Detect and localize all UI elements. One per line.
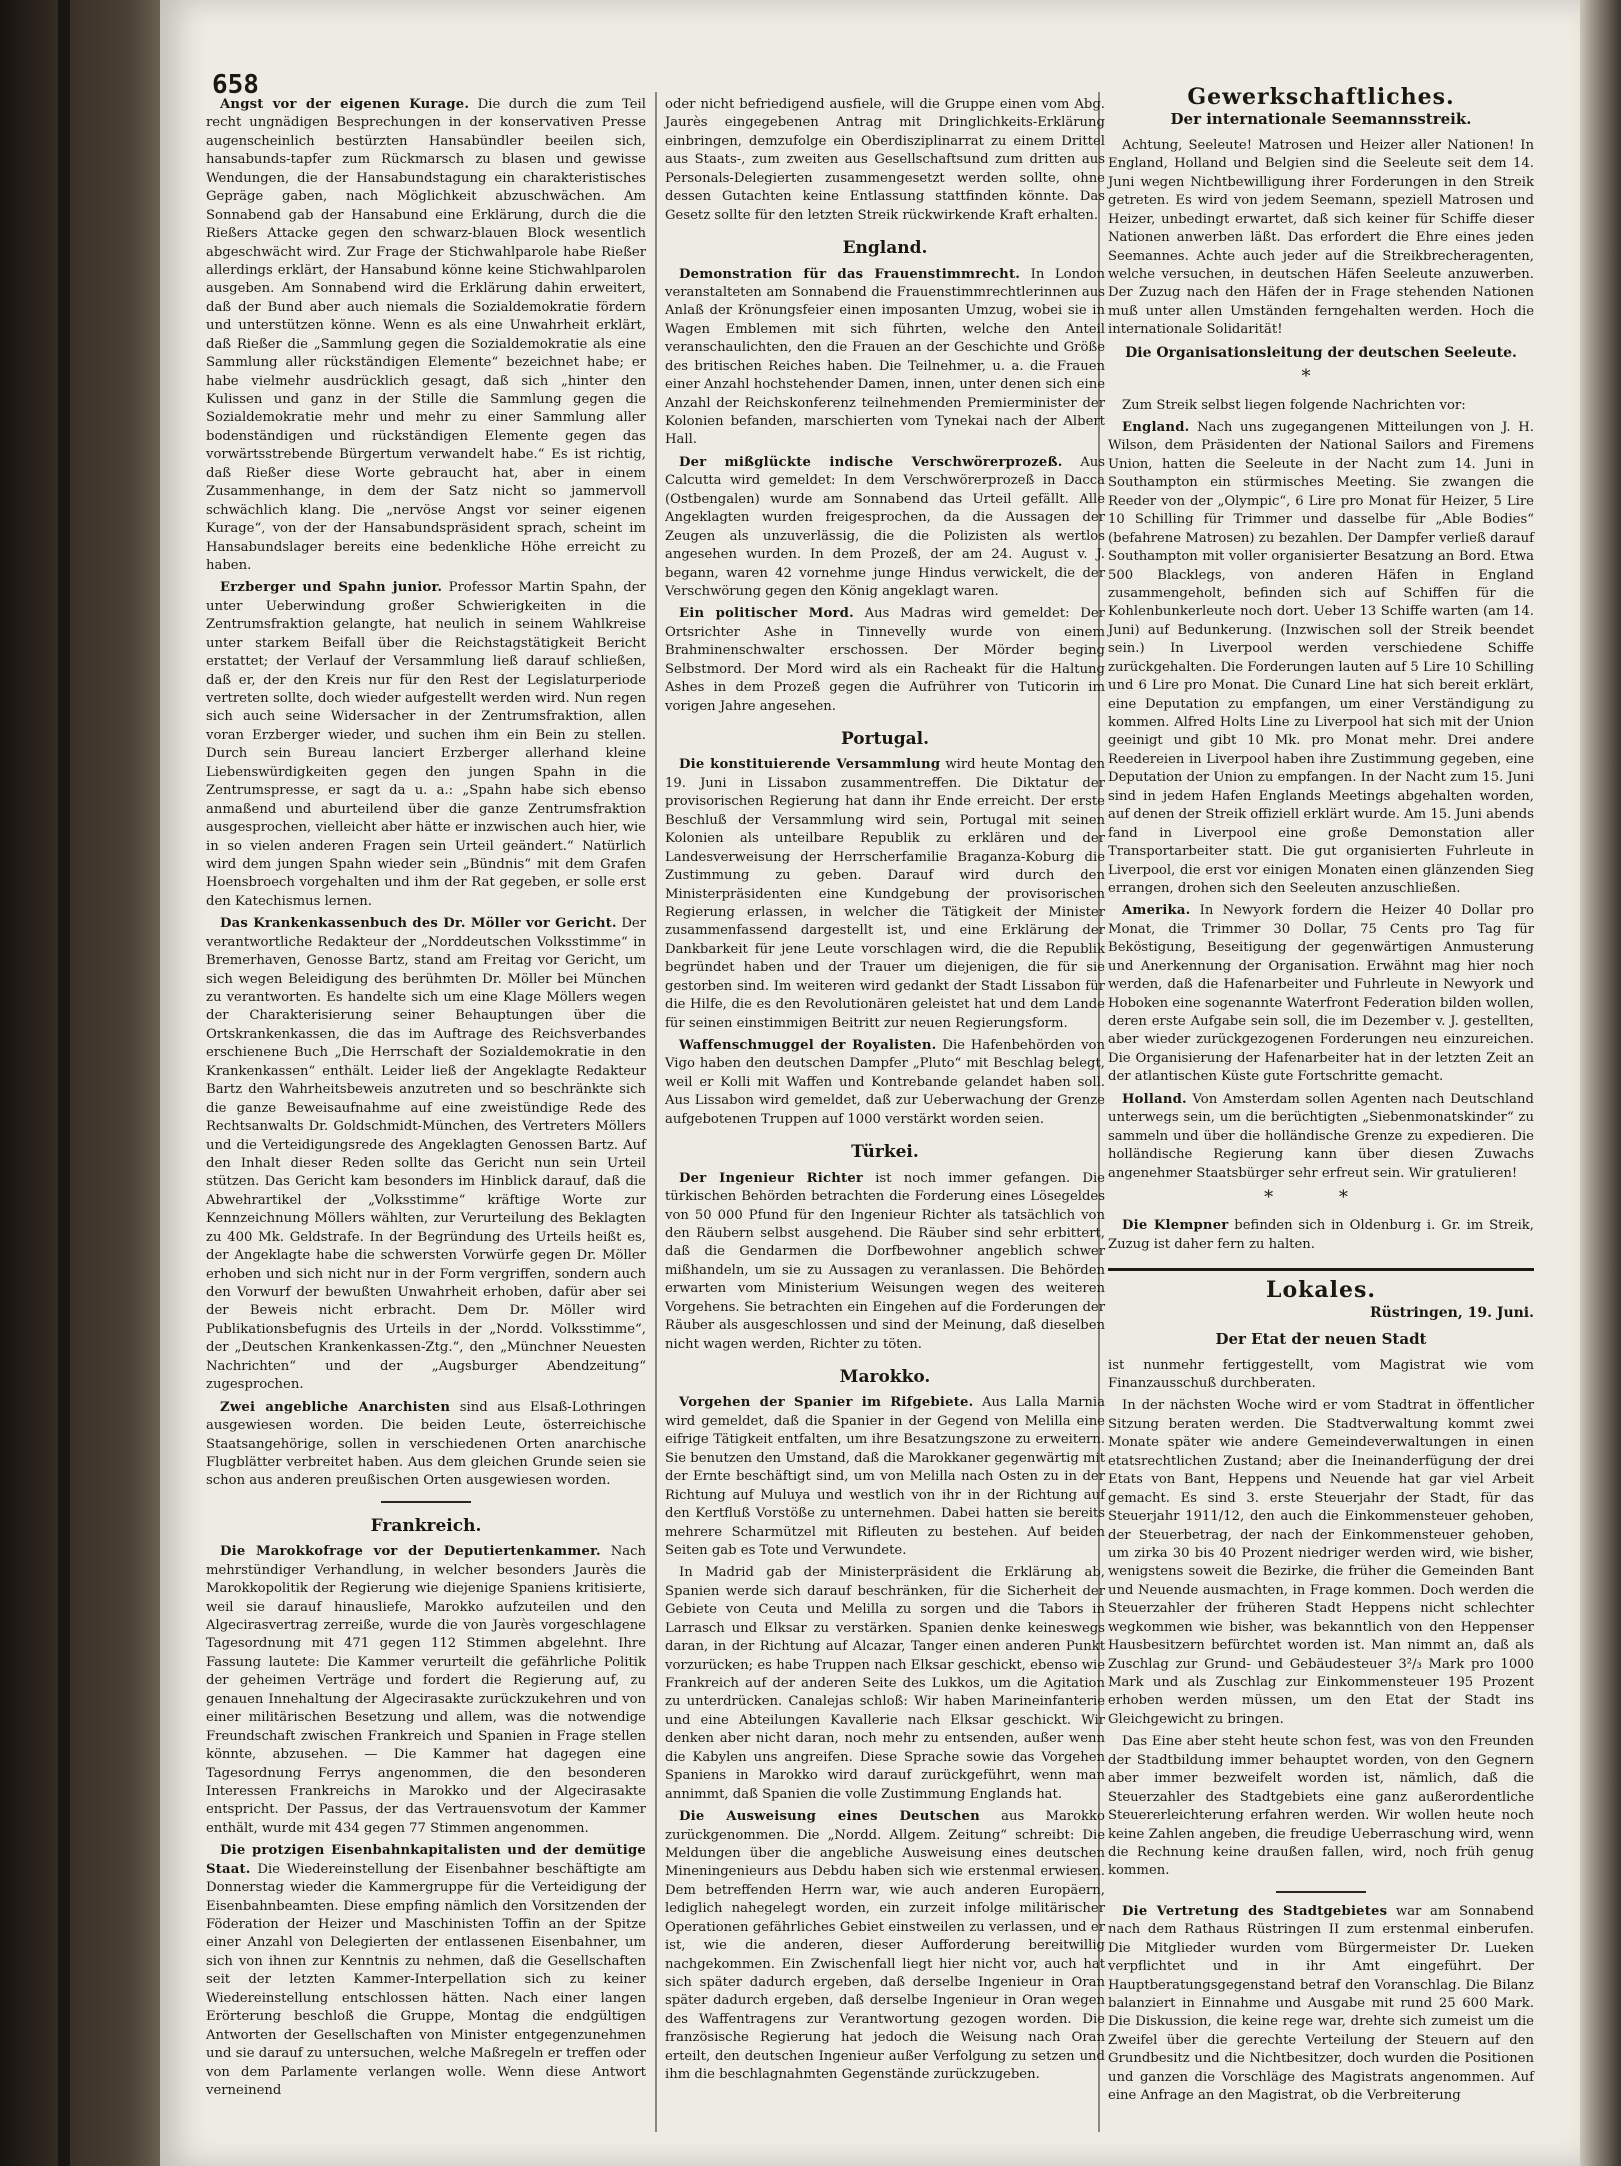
page-number: 658 bbox=[212, 70, 259, 100]
article-text: war am Sonnabend nach dem Rathaus Rüstringen II zum erstenmal einberufen. Die Mitglieder wurden vom Bürgermeister Dr. Lueken verpflichtet und in ihr Amt eingeführt. Der Hauptberatungsgegenstand betraf den Voranschlag. Die Bilanz balanziert in Einnahme und Ausgabe mit rund 25 600 Mark. Die Diskussion, die keine rege war, drehte sich zumeist um die Zweifel über die gerechte Verteilung der Steuern auf den Grundbesitz und die Nichtbesitzer, doch wurden die Positionen und ganzen die Vorschläge des Magistrats angenommen. Auf eine Anfrage an den Magistrat, ob die Verbreiterung bbox=[1108, 1903, 1534, 2104]
section-divider bbox=[381, 1501, 471, 1503]
article-spahn bbox=[206, 579, 646, 911]
separator-stars: * * bbox=[1264, 1186, 1378, 1208]
column-2 bbox=[665, 96, 1105, 2089]
section-heading-gewerkschaftliches: Gewerkschaftliches. bbox=[1187, 84, 1455, 110]
article-england bbox=[1108, 419, 1534, 898]
article-lead: Der mißglückte indische Verschwörerprozeß. bbox=[679, 454, 1063, 470]
page-edge bbox=[1580, 0, 1621, 2166]
article-text: sind aus Elsaß-Lothringen ausgewiesen worden. Die beiden Leute, österreichische Staatsangehörige, sollen in verschiedenen Orten anarchische Flugblätter verbreitet haben. Aus dem gleichen Grunde seien sie schon aus anderen preußischen Orten ausgewiesen worden. bbox=[206, 1399, 646, 1489]
article-lead: Die protzigen Eisenbahnkapitalisten und der demütige Staat. bbox=[206, 1843, 646, 1877]
article-text: Der verantwortliche Redakteur der „Norddeutschen Volksstimme“ in Bremerhaven, Genosse Bartz, stand am Freitag vor Gericht, um sich wegen Beleidigung des berühmten Dr. Möller bei München zu verantworten. Es handelte sich um eine Klage Möllers wegen der Charakterisierung seiner Behauptungen über die Ortskrankenkassen, die das im Auftrage des Reichsverbandes erschienene Buch „Die Herrschaft der Sozialdemokratie in den Krankenkassen“ enthält. Leider ließ der Angeklagte Redakteur Bartz den Wahrheitsbeweis anzutreten und so beschränkte sich die ganze Beweisaufnahme auf eine zweistündige Rede des Rechtsanwalts Dr. Goldschmidt-München, des Vertreters Möllers und die Verteidigungsrede des Angeklagten Genossen Bartz. Auf den Inhalt dieser Reden sollte das Gericht nun sein Urteil stützen. Das Gericht kam besonders im Hinblick darauf, daß die Abwehrartikel der „Volksstimme“ kräftige Worte zur Kennzeichnung Möllers wählten, zur Verurteilung des Beklagten zu 400 Mk. Geldstrafe. In der Begründung des Urteils heißt es, der Angeklagte habe die schwersten Vorwürfe gegen Dr. Möller erhoben und sich nicht nur in der Form vergriffen, sondern auch den Vorwurf der bewußten Unwahrheit erhoben, dafür aber sei der Beweis nicht erbracht. Dem Dr. Möller wird Publikationsbefugnis des Urteils in der „Nordd. Volksstimme“, der „Deutschen Krankenkassen-Ztg.“, den „Münchner Neuesten Nachrichten“ und der „Augsburger Abendzeitung“ zugesprochen. bbox=[206, 916, 646, 1393]
article-text: Professor Martin Spahn, der unter Ueberwindung großer Schwierigkeiten in die Zentrumsfraktion gelangte, hat neulich in seinem Wahlkreise unter starkem Beifall über die Reichstagstätigkeit Bericht erstattet; der Verlauf der Versammlung ließ darauf schließen, daß er, der den Kreis nur für den Rest der Legislaturperiode vertreten sollte, doch wieder aufgestellt werden wird. Nun regen sich auch seine Widersacher in der Zentrumsfraktion, allen voran Erzberger wieder, und suchen ihm ein Bein zu stellen. Durch sein Bureau lanciert Erzberger allerhand kleine Liebenswürdigkeiten gegen den jungen Spahn in die Zentrumspresse, er sagt da u. a.: „Spahn habe sich ebenso anmaßend und aburteilend über die ganze Zentrumsfraktion ausgesprochen, vielleicht aber hätte er inzwischen auch hier, wie in so vielen anderen Fragen sein Urteil geändert.“ Natürlich wird dem jungen Spahn wieder sein „Bündnis“ mit dem Grafen Hoensbroech vorgehalten und ihm der Rat gegeben, er solle erst den Katechismus lernen. bbox=[206, 580, 646, 909]
article-verschwoererprozess bbox=[665, 454, 1105, 602]
article-lead: Der Ingenieur Richter bbox=[679, 1170, 864, 1186]
article-vertretung bbox=[1108, 1903, 1534, 2106]
article-lead: Das Krankenkassenbuch des Dr. Möller vor Gericht. bbox=[220, 916, 617, 932]
article-versammlung bbox=[665, 756, 1105, 1033]
article-waffenschmuggel bbox=[665, 1037, 1105, 1129]
article-text: Die durch die zum Teil recht ungnädigen Besprechungen in der konservativen Presse augenscheinlich bestürzten Hansabündler beeilen sich, hansabunds-tapfer zum Rückmarsch zu blasen und gewisse Wendungen, die der Hansabundstagung ein charakteristisches Gepräge gaben, nach Möglichkeit abzuschwächen. Am Sonnabend gab der Hansabund eine Erklärung, durch die die Rießers Attacke gegen den schwarz-blauen Block wesentlich abgeschwächt wird. Zur Frage der Stichwahlparole habe Rießer allerdings erklärt, der Hansabund könne keine Stichwahlparolen ausgeben. Am Sonnabend wird die Erklärung dahin erweitert, daß der Bund aber auch niemals die Sozialdemokratie fördern und unterstützen könne. Wenn es als eine Unwahrheit erklärt, daß Rießer die „Sammlung gegen die Sozialdemokratie als eine Sammlung aller rückständigen Elemente“ bezeichnet habe; er habe vielmehr ausdrücklich gesagt, daß sich „hinter den Kulissen und ganz in der Stille die Sammlung gegen die Sozialdemokratie mehr und mehr zu einer Sammlung aller bodenständigen und rückständigen Elemente gegen das vorwärtsstrebende Bürgertum verwandelt habe.“ Es ist richtig, daß Rießer diese Worte gebraucht hat, aber in einem Zusammenhange, in dem der Satz nicht so jammervoll schwächlich klang. Die „nervöse Angst vor seiner eigenen Kurage“, von der der Hansabundspräsident sprach, scheint im Hansabundslager bereits eine bedenkliche Höhe erreicht zu haben. bbox=[206, 97, 646, 573]
article-klempner bbox=[1108, 1217, 1534, 1254]
article-ingenieur bbox=[665, 1170, 1105, 1354]
article-lead: Demonstration für das Frauenstimmrecht. bbox=[679, 266, 1021, 282]
article-lead: Die konstituierende Versammlung bbox=[679, 757, 941, 773]
section-heading-marokko: Marokko. bbox=[839, 1367, 931, 1387]
article-text: Aus Lalla Marnia wird gemeldet, daß die Spanier in der Gegend von Melilla eine eifrige Tätigkeit entfalten, um ihre Besatzungszone zu erweitern. Sie benutzen den Umstand, daß die Marokkaner gegenwärtig mit der Ernte beschäftigt sind, um von Melilla nach Osten zu in der Richtung auf Muluya und westlich von ihr in der Richtung auf den Kertfluß Vorstöße zu unternehmen. Dabei hatten sie bereits mehrere Scharmützel mit Rifleuten zu bestehen. Auf beiden Seiten gab es Tote und Verwundete. bbox=[665, 1395, 1105, 1558]
article-text: Die Wiedereinstellung der Eisenbahner beschäftigte am Donnerstag wieder die Kammergruppe für die Verteidigung der Eisenbahnbeamten. Diese empfing nämlich den Vorsitzenden der Föderation der Heizer und Maschinisten Toffin an der Spitze einer Anzahl von Delegierten der entlassenen Eisenbahner, um sich von ihnen zur Kenntnis zu nehmen, daß die Gesellschaften seit der letzten Kammer-Interpellation sich zu keiner Wiedereinstellung entschlossen hätten. Nach einer langen Erörterung beschloß die Gruppe, Montag die endgültigen Antworten der Gesellschaften von Minister entgegenzunehmen und sie darauf zu untersuchen, welche Maßregeln er treffen oder von dem Parlamente verlangen wolle. Wenn diese Antwort verneinend bbox=[206, 1861, 646, 2098]
article-etat-intro: ist nunmehr fertiggestellt, vom Magistrat wie vom Finanzausschuß durchberaten. bbox=[1108, 1357, 1534, 1391]
article-hansabund bbox=[206, 96, 646, 575]
article-rifgebiet bbox=[665, 1394, 1105, 1560]
subheading-etat: Der Etat der neuen Stadt bbox=[1215, 1330, 1427, 1349]
article-amerika bbox=[1108, 902, 1534, 1086]
article-aufruf: Achtung, Seeleute! Matrosen und Heizer aller Nationen! In England, Holland und Belgien sind die Seeleute seit dem 14. Juni wegen Nichtbewilligung ihrer Forderungen in den Streik getreten. Es wird von jedem Seemann, speziell Matrosen und Heizer, unbedingt erwartet, daß sich keiner für Schiffe dieser Nationen anwerben läßt. Das erfordert die Ehre eines jeden Seemannes. Achte auch jeder auf die Streikbrecheragenten, welche versuchen, in deutschen Häfen Seeleute anzuwerben. Der Zuzug nach den Häfen der in Frage stehenden Nationen muß unter allen Umständen ferngehalten werden. Hoch die internationale Solidarität! bbox=[1108, 137, 1534, 338]
article-moeller bbox=[206, 915, 646, 1394]
separator-stars: * bbox=[1301, 366, 1341, 388]
article-lead: Amerika. bbox=[1122, 903, 1191, 919]
column-rule-1 bbox=[655, 92, 657, 2132]
article-holland bbox=[1108, 1091, 1534, 1183]
article-text: In London veranstalteten am Sonnabend die Frauenstimmrechtlerinnen aus Anlaß der Krönungsfeier einen imposanten Umzug, wobei sie in Wagen Emblemen mit sich führten, welche den Anteil veranschaulichten, den die Frauen an der Geschichte und Größe des britischen Reiches haben. Die Teilnehmer, u. a. die Frauen einer Anzahl hochstehender Damen, innen, unter denen sich eine Anzahl der Reichskonferenz teilnehmenden Premierminister der Kolonien befanden, marschierten vom Tynekai nach der Albert Hall. bbox=[665, 266, 1105, 448]
binding-stripe bbox=[58, 0, 70, 2166]
article-lead: Die Marokkofrage vor der Deputiertenkammer. bbox=[220, 1544, 601, 1560]
article-lead: Angst vor der eigenen Kurage. bbox=[220, 97, 470, 112]
article-lead: Waffenschmuggel der Royalisten. bbox=[679, 1038, 937, 1053]
book-binding bbox=[0, 0, 160, 2166]
article-text: Nach uns zugegangenen Mitteilungen von J. H. Wilson, dem Präsidenten der National Sailors and Firemens Union, hatten die Seeleute in der Nacht zum 14. Juni in Southampton ein stürmisches Meeting. Sie zwangen die Reeder von der „Olympic“, 6 Lire pro Monat für Heizer, 5 Lire 10 Schilling für Trimmer und dasselbe für „Able Bodies“ (befahrene Matrosen) zu bezahlen. Der Dampfer verließ darauf Southampton mit voller organisierter Besatzung an Bord. Etwa 500 Blacklegs, von anderen Häfen in England zusammengeholt, befinden sich auf Schiffen für die Kohlenbunkerleute noch dort. Ueber 13 Schiffe warten (am 14. Juni) auf Bedunkerung. (Inzwischen soll der Streik beendet sein.) In Liverpool werden verschiedene Schiffe zurückgehalten. Die Forderungen lauten auf 5 Lire 10 Schilling und 6 Lire pro Monat. Die Cunard Line hat sich bereit erklärt, eine Deputation zu empfangen, um einer Verständigung zu kommen. Alfred Holts Line zu Liverpool hat sich mit der Union geeinigt und gibt 10 Mk. pro Monat mehr. Drei andere Reedereien in Liverpool haben ihre Zustimmung gegeben, eine Deputation der Union zu empfangen. In der Nacht zum 15. Juni sind in jedem Hafen Englands Meetings abgehalten worden, auf denen der Streik offiziell erklärt wurde. Am 15. Juni abends fand in Liverpool eine große Demonstation aller Transportarbeiter statt. Die gut organisierten Fuhrleute in Liverpool, die erst vor einigen Monaten einen glänzenden Sieg errangen, drohen sich den Seeleuten anzuschließen. bbox=[1108, 420, 1534, 896]
article-text: wird heute Montag den 19. Juni in Lissabon zusammentreffen. Die Diktatur der provisorischen Regierung hat dann ihr Ende erreicht. Der erste Beschluß der Versammlung wird sein, Portugal mit seinen Kolonien als unteilbare Republik zu erklären und der Landesverweisung der Herrscherfamilie Braganza-Koburg die Zustimmung zu geben. Darauf wird durch den Ministerpräsidenten eine Kundgebung der provisorischen Regierung erlassen, in welcher die Tätigkeit der Minister zusammenfassend dargestellt ist, und eine Erklärung der Dankbarkeit für jene Leute vorschlagen wird, die die Republik begründet haben und der Trauer um diejenigen, die für sie gestorben sind. Im weiteren wird gedankt der Stadt Lissabon für die Hilfe, die es den Revolutionären geleistet hat und dem Lande für seinen einstimmigen Beitritt zur neuen Regierungsform. bbox=[665, 757, 1105, 1031]
article-text: Von Amsterdam sollen Agenten nach Deutschland unterwegs sein, um die berüchtigten „Siebenmonatskinder“ zu sammeln und über die holländische Grenze zu expedieren. Die holländische Regierung kann über diesen Zuwachs angenehmer Staatsbürger sehr erfreut sein. Wir gratulieren! bbox=[1108, 1091, 1534, 1181]
article-marokkofrage bbox=[206, 1543, 646, 1838]
article-continuation: oder nicht befriedigend ausfiele, will die Gruppe einen vom Abg. Jaurès eingegebenen Antrag mit Dringlichkeits-Erklärung einbringen, demzufolge ein Oberdisziplinarrat zu einem Drittel aus Staats-, zum zweiten aus Gesellschaftsund zum dritten aus Personals-Delegierten zusammengesetzt werden sollte, ohne dessen Gutachten keine Entlassung stattfinden könnte. Das Gesetz sollte für den letzten Streik rückwirkende Kraft erhalten. bbox=[665, 97, 1105, 223]
article-text: aus Marokko zurückgenommen. Die „Nordd. Allgem. Zeitung“ schreibt: Die Meldungen über die angebliche Ausweisung eines deutschen Mineningenieurs aus Debdu haben sich wie erstenmal erwiesen. Dem betreffenden Herrn war, wie auch anderen Europäern, lediglich nahegelegt worden, ein zurzeit infolge militärischer Operationen gefährliches Gebiet einstweilen zu verlassen, und er ist, wie die anderen, dieser Aufforderung bereitwillig nachgekommen. Ein Zwischenfall liegt hier nicht vor, auch hat sich später dadurch ergeben, daß derselbe Ingenieur in Oran später dadurch ergeben, daß derselbe Ingenieur in Oran wegen des Waffentragens zur Verantwortung gezogen worden. Die französische Regierung hat jedoch die Weisung nach Oran erteilt, den deutschen Ingenieur außer Verfolgung zu setzen und ihm die beschlagnahmten Gegenstände zurückzugeben. bbox=[665, 1809, 1105, 2083]
article-eisenbahn bbox=[206, 1842, 646, 2100]
column-3 bbox=[1108, 84, 1534, 2110]
section-divider bbox=[1276, 1891, 1366, 1893]
article-text: Die Hafenbehörden von Vigo haben den deutschen Dampfer „Pluto“ mit Beschlag belegt, weil er Kolli mit Waffen und Kontrebande gelandet haben soll. Aus Lissabon wird gemeldet, daß zur Ueberwachung der Grenze aufgebotenen Truppen auf 1000 verstärkt worden seien. bbox=[665, 1038, 1105, 1127]
subheading-seemannsstreik: Der internationale Seemannsstreik. bbox=[1170, 110, 1472, 129]
article-lead: Die Klempner bbox=[1122, 1218, 1229, 1234]
section-heading-lokales: Lokales. bbox=[1265, 1277, 1377, 1304]
article-ausweisung bbox=[665, 1808, 1105, 2085]
article-anarchisten bbox=[206, 1399, 646, 1491]
article-text: ist noch immer gefangen. Die türkischen Behörden betrachten die Forderung eines Lösegeldes von 50 000 Pfund für den Ingenieur Richter als tatsächlich von den Räubern selbst ausgehend. Die Räuber sind sehr erbittert, daß die Gendarmen die Dorfbewohner angeblich schwer mißhandeln, um sie zu Aussagen zu veranlassen. Die Behörden erwarten vom Ministerium Weisungen wegen des weiteren Vorgehens. Sie betrachten ein Eingehen auf die Forderungen der Räuber als ausgeschlossen und sind der Meinung, daß dieselben nicht wagen werden, Richter zu töten. bbox=[665, 1170, 1105, 1352]
article-text: Aus Madras wird gemeldet: Der Ortsrichter Ashe in Tinnevelly wurde von einem Brahminenschwalter erschossen. Der Mörder beging Selbstmord. Der Mord wird als ein Racheakt für die Haltung Ashes in dem Prozeß gegen die Aufrührer von Tuticorin im vorigen Jahre angesehen. bbox=[665, 606, 1105, 714]
article-lead: Holland. bbox=[1122, 1091, 1187, 1107]
dateline: Rüstringen, 19. Juni. bbox=[1369, 1304, 1534, 1321]
article-etat-2: Das Eine aber steht heute schon fest, was von den Freunden der Stadtbildung immer behauptet worden, von den Gegnern aber immer bezweifelt worden ist, nämlich, daß die Steuerzahler des Stadtgebiets eine ganz außerordentliche Steuererleichterung erfahren werden. Wir wollen heute noch keine Zahlen angeben, die freudige Ueberraschung wird, wenn die Rechnung keine draußen fallen, wird, noch früh genug kommen. bbox=[1108, 1734, 1534, 1879]
article-lead: Ein politischer Mord. bbox=[679, 606, 854, 622]
article-politischer-mord bbox=[665, 605, 1105, 716]
article-text: Aus Calcutta wird gemeldet: In dem Verschwörerprozeß in Dacca (Ostbengalen) wurde am Sonnabend das Urteil gefällt. Alle Angeklagten wurden freigesprochen, da die Aussagen der Zeugen als unzuverlässig, die die Polizisten als wertlos angesehen wurden. In dem Prozeß, der am 24. August v. J. begann, waren 42 vornehme junge Hindus verwickelt, die der Verschwörung gegen den König angeklagt waren. bbox=[665, 454, 1105, 599]
article-lead: Vorgehen der Spanier im Rifgebiete. bbox=[679, 1395, 974, 1411]
section-heading-england: England. bbox=[842, 238, 928, 259]
article-frauenstimmrecht bbox=[665, 266, 1105, 450]
article-madrid: In Madrid gab der Ministerpräsident die Erklärung ab, Spanien werde sich darauf beschränken, für die Sicherheit der Gebiete von Ceuta und Melilla zu sorgen und die Tabors in Larrasch und Elksar zu verstärken. Spanien denke keineswegs daran, in der Richtung auf Alcazar, Tanger einen anderen Punkt vorzurücken; es habe Truppen nach Elksar geschickt, ebenso wie Frankreich auf der anderen Seite des Lukkos, um die Agitation zu unterdrücken. Canalejas schloß: Wir haben Marineinfanterie und eine Abteilungen Kavallerie nach Elksar geschickt. Wir denken aber nicht daran, noch mehr zu entsenden, außer wenn die Kabylen uns angreifen. Diese Sprache sowie das Vorgehen Spaniens in Marokko wird darauf zurückgeführt, wenn man annimmt, daß Spanien die volle Zustimmung Englands hat. bbox=[665, 1565, 1105, 1802]
article-lead: Zwei angebliche Anarchisten bbox=[220, 1399, 451, 1415]
signoff: Die Organisationsleitung der deutschen Seeleute. bbox=[1125, 344, 1517, 361]
article-lead: England. bbox=[1122, 420, 1190, 435]
article-lead: Erzberger und Spahn junior. bbox=[220, 580, 443, 596]
column-1 bbox=[206, 96, 646, 2104]
article-streik-intro: Zum Streik selbst liegen folgende Nachrichten vor: bbox=[1122, 397, 1466, 413]
article-etat: In der nächsten Woche wird er vom Stadtrat in öffentlicher Sitzung beraten werden. Die Stadtverwaltung kommt zwei Monate später wie andere Gemeindeverwaltungen in einen etatsrechtlichen Zustand; aber die Ineinanderfügung der drei Etats von Bant, Heppens und Neuende hat gar viel Arbeit gemacht. Es sind 3. erste Steuerjahr der Stadt, für das Steuerjahr 1911/12, den auch die Einkommensteuer gehoben, der Steuerbetrag, der nach der Einkommensteuer gehoben, um zirka 30 bis 40 Prozent niedriger werden wird, wie bisher, wenigstens soweit die Bezirke, die früher die Gemeinden Bant und Neuende ausmachten, in Frage kommen. Doch werden die Steuerzahler der früheren Stadt Heppens nicht schlechter wegkommen wie bisher, was bekanntlich von den Heppenser Hausbesitzern befürchtet worden ist. Man nimmt an, daß als Zuschlag zur Grund- und Gebäudesteuer 3²/₃ Mark pro 1000 Mark und als Zuschlag zur Einkommensteuer 195 Prozent erhoben werden müssen, um den Etat der Stadt ins Gleichgewicht zu bringen. bbox=[1108, 1398, 1534, 1727]
article-lead: Die Vertretung des Stadtgebietes bbox=[1122, 1903, 1388, 1919]
article-lead: Die Ausweisung eines Deutschen bbox=[679, 1809, 980, 1825]
section-heading-frankreich: Frankreich. bbox=[370, 1515, 482, 1536]
section-heading-tuerkei: Türkei. bbox=[851, 1142, 919, 1163]
section-heading-portugal: Portugal. bbox=[840, 729, 930, 749]
article-text: In Newyork fordern die Heizer 40 Dollar pro Monat, die Trimmer 30 Dollar, 75 Cents pro Tag für Beköstigung, Beseitigung der gegenwärtigen Anmusterung und Anerkennung der Organisation. Erwähnt mag hier noch werden, daß die Hafenarbeiter und Fuhrleute in Newyork und Hoboken eine sogenannte Waterfront Federation bilden wollen, deren erste Aufgabe sein soll, die im Dezember v. J. gestellten, aber wieder zurückgezogenen Forderungen neu einzureichen. Die Organisierung der Hafenarbeiter hat in der letzten Zeit an der atlantischen Küste gute Fortschritte gemacht. bbox=[1108, 903, 1535, 1085]
section-divider bbox=[1108, 1268, 1534, 1271]
article-text: befinden sich in Oldenburg i. Gr. im Streik, Zuzug ist daher fern zu halten. bbox=[1108, 1218, 1534, 1252]
article-text: Nach mehrstündiger Verhandlung, in welcher besonders Jaurès die Marokkopolitik der Regierung wie diejenige Spaniens kritisierte, weil sie darauf hinausliefe, Marokko aufzuteilen und den Algecirasvertrag zerreiße, wurde die von Jaurès vorgeschlagene Tagesordnung mit 471 gegen 112 Stimmen abgelehnt. Ihre Fassung lautete: Die Kammer verurteilt die gefährliche Politik der geheimen Verträge und fordert die Regierung auf, zu genauen Innehaltung der Algecirasakte zurückzukehren und von einer militärischen Besetzung und allem, was die notwendige Freundschaft zwischen Frankreich und Spanien in Frage stellen könnte, abzusehen. — Die Kammer hat dagegen eine Tagesordnung Ferrys angenommen, die den besonderen Interessen Frankreichs in Marokko und der Algecirasakte entspricht. Der Passus, der das Vertrauensvotum der Kammer enthält, wurde mit 434 gegen 77 Stimmen angenommen. bbox=[206, 1544, 646, 1836]
